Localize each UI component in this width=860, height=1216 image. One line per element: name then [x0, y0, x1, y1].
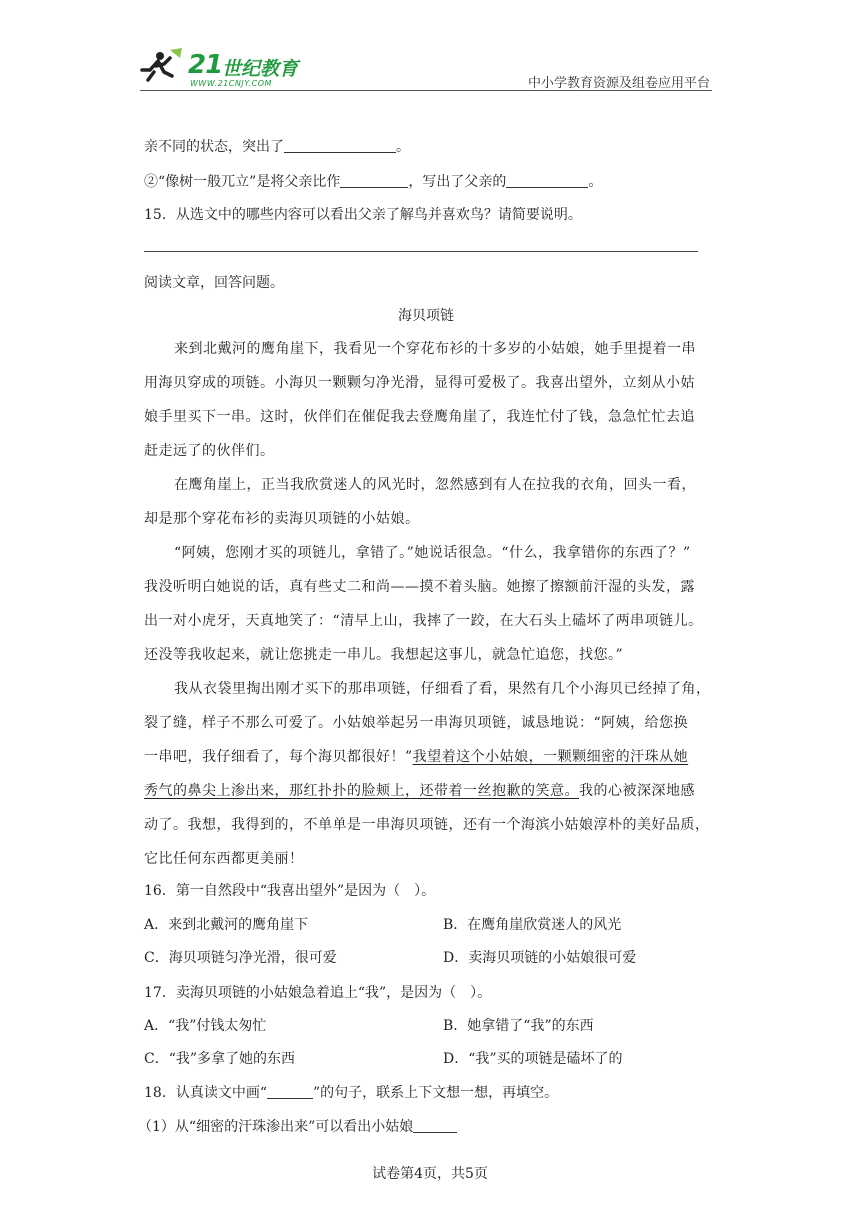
logo-url: WWW.21CNJY.COM [190, 79, 272, 88]
passage-line: 来到北戴河的鹰角崖下，我看见一个穿花布衫的十多岁的小姑娘，她手里提着一串 [174, 341, 696, 357]
answer-blank[interactable] [413, 1118, 457, 1133]
passage-line: 它比任何东西都更美丽！ [144, 851, 304, 867]
logo-number: 21 [188, 50, 223, 80]
q14-line2-text-b: ，写出了父亲的 [408, 174, 507, 190]
q14-line1-end: 。 [396, 139, 410, 155]
passage-line: 裂了缝，样子不那么可爱了。小姑娘举起另一串海贝项链，诚恳地说：“阿姨，给您换 [144, 715, 689, 731]
question-17: 17．卖海贝项链的小姑娘急着追上“我”，是因为（ ）。 [144, 985, 492, 1001]
q14-line1-text: 亲不同的状态，突出了 [144, 139, 284, 155]
passage-line: 却是那个穿花布衫的卖海贝项链的小姑娘。 [144, 511, 420, 527]
site-logo [140, 44, 310, 90]
answer-blank[interactable] [340, 173, 408, 188]
q14-line1 [144, 136, 410, 156]
passage-line-underlined [144, 746, 688, 766]
passage-line: “阿姨，您刚才买的项链儿，拿错了。”她说话很急。“什么，我拿错你的东西了？” [174, 545, 691, 561]
passage-line: 我从衣袋里掏出刚才买下的那串项链，仔细看了看，果然有几个小海贝已经掉了角， [174, 681, 711, 697]
underline-sample [267, 1084, 313, 1099]
q16-option-a[interactable]: A．来到北戴河的鹰角崖下 [144, 917, 309, 933]
q17-option-b[interactable]: B．她拿错了“我”的东西 [443, 1018, 594, 1034]
passage-line: 赶走远了的伙伴们。 [144, 443, 275, 459]
passage-line: 用海贝穿成的项链。小海贝一颗颗匀净光滑，显得可爱极了。我喜出望外，立刻从小姑 [144, 375, 695, 391]
q18-text-pre: 18．认真读文中画“ [144, 1085, 267, 1101]
passage-line: 出一对小虎牙，天真地笑了：“清早上山，我摔了一跤，在大石头上磕坏了两串项链儿。 [144, 613, 703, 629]
passage-line: 动了。我想，我得到的，不单单是一串海贝项链，还有一个海滨小姑娘淳朴的美好品质， [144, 817, 710, 833]
question-16: 16．第一自然段中“我喜出望外”是因为（ ）。 [144, 883, 436, 899]
question-15: 15．从选文中的哪些内容可以看出父亲了解鸟并喜欢鸟？请简要说明。 [144, 207, 582, 223]
q14-line2 [144, 171, 602, 191]
answer-line[interactable] [144, 251, 698, 252]
passage-line: 还没等我收起来，就让您挑走一串儿。我想起这事儿，就急忙追您，找您。” [144, 647, 624, 663]
q17-option-d[interactable]: D．“我”买的项链是磕坏了的 [443, 1051, 623, 1067]
page-header [140, 44, 712, 91]
reading-instruction: 阅读文章，回答问题。 [144, 275, 284, 291]
q14-line2-text-c: 。 [588, 174, 603, 190]
q18-1-text: （1）从“细密的汗珠渗出来”可以看出小姑娘 [138, 1119, 414, 1135]
passage-text: 一串吧，我仔细看了，每个海贝都很好！” [144, 749, 413, 765]
passage-line-underlined [144, 780, 695, 800]
passage-line: 娘手里买下一串。这时，伙伴们在催促我去登鹰角崖了，我连忙付了钱，急急忙忙去追 [144, 409, 695, 425]
underlined-sentence: 秀气的鼻尖上渗出来，那红扑扑的脸颊上，还带着一丝抱歉的笑意。 [144, 783, 579, 799]
q17-option-a[interactable]: A．“我”付钱太匆忙 [144, 1018, 267, 1034]
underlined-sentence: 我望着这个小姑娘，一颗颗细密的汗珠从她 [412, 749, 689, 765]
passage-line: 我没听明白她说的话，真有些丈二和尚——摸不着头脑。她擦了擦额前汗湿的头发，露 [144, 579, 695, 595]
passage-line: 在鹰角崖上，正当我欣赏迷人的风光时，忽然感到有人在拉我的衣角，回头一看， [174, 477, 696, 493]
q14-line2-text-a: ②“像树一般兀立”是将父亲比作 [144, 174, 341, 190]
answer-blank[interactable] [284, 138, 396, 153]
answer-blank[interactable] [506, 173, 588, 188]
page-number: 试卷第4页，共5页 [372, 1166, 488, 1182]
question-18-1 [138, 1116, 457, 1136]
runner-icon [140, 46, 186, 86]
q16-option-b[interactable]: B．在鹰角崖欣赏迷人的风光 [443, 917, 622, 933]
platform-name: 中小学教育资源及组卷应用平台 [527, 76, 710, 91]
q16-option-c[interactable]: C．海贝项链匀净光滑，很可爱 [144, 950, 337, 966]
q16-option-d[interactable]: D．卖海贝项链的小姑娘很可爱 [443, 950, 637, 966]
q18-text-post: ”的句子，联系上下文想一想，再填空。 [312, 1085, 559, 1101]
question-18 [144, 1082, 558, 1102]
logo-text: 世纪教育 [222, 58, 299, 80]
passage-title: 海贝项链 [398, 308, 454, 324]
q17-option-c[interactable]: C．“我”多拿了她的东西 [144, 1051, 296, 1067]
passage-text: 我的心被深深地感 [579, 783, 695, 799]
